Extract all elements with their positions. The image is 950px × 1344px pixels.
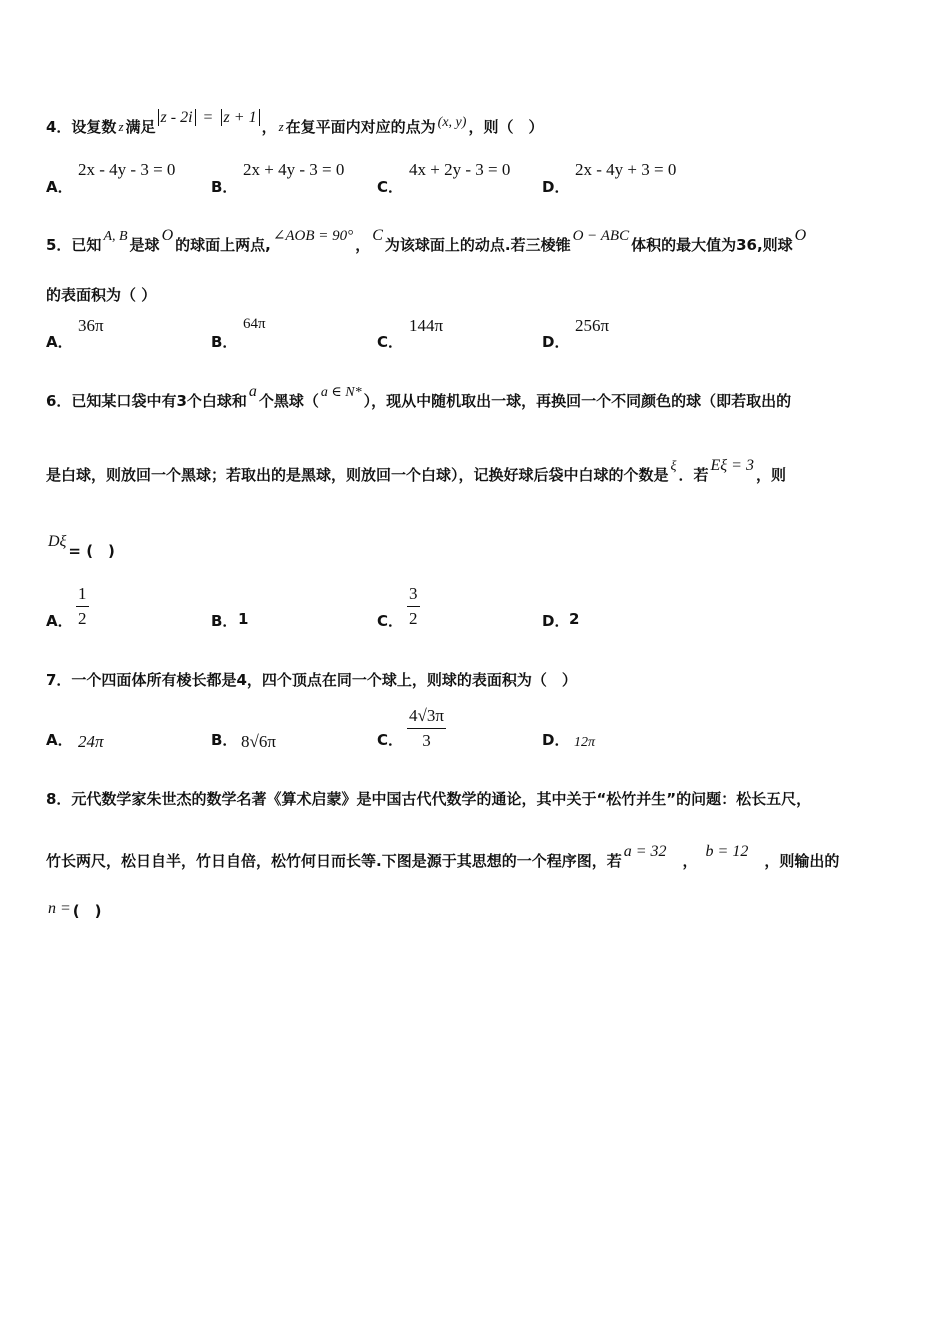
question-8-line2: 竹长两尺，松日自半，竹日自倍，松竹何日而长等.下图是源于其思想的一个程序图，若a = 32，b = 12，则输出的 xyxy=(46,843,840,870)
q4-option-d: 2x - 4y + 3 = 0 xyxy=(575,160,677,179)
math-abs-right: z + 1 xyxy=(221,109,260,126)
q7-option-a: 24π xyxy=(78,732,104,751)
math-abs-left: z - 2i xyxy=(158,109,196,126)
q5-option-b-label: B． xyxy=(211,333,238,351)
q5-option-c: 144π xyxy=(409,316,444,335)
q7-option-a-label: A． xyxy=(46,731,73,749)
q6-option-c-fraction: 3 2 xyxy=(409,584,418,628)
q4-option-b: 2x + 4y - 3 = 0 xyxy=(243,160,345,179)
q6-option-d: 2 xyxy=(569,610,580,628)
question-6-line3: Dξ= ( ) xyxy=(48,533,115,560)
math-exi: Eξ = 3 xyxy=(710,457,754,474)
question-6-stem: 6．已知某口袋中有3个白球和a个黑球（ a ∈ N* ），现从中随机取出一球，再换回一个不同颜色的球（即若取出的 xyxy=(46,383,792,410)
question-6-line2: 是白球，则放回一个黑球；若取出的是黑球，则放回一个白球），记换好球后袋中白球的个数是 ξ ．若Eξ = 3，则 xyxy=(46,457,786,484)
q4-option-c: 4x + 2y - 3 = 0 xyxy=(409,160,511,179)
q6-option-d-label: D． xyxy=(542,612,570,630)
q5-option-a-label: A． xyxy=(46,333,73,351)
math-z2: z xyxy=(278,119,284,134)
q7-option-d-label: D． xyxy=(542,731,570,749)
math-angle: ∠AOB = 90° xyxy=(272,228,354,244)
math-a-in-n: a ∈ N* xyxy=(320,385,362,400)
q7-option-c-label: C． xyxy=(377,731,404,749)
question-7-stem: 7．一个四面体所有棱长都是4，四个顶点在同一个球上，则球的表面积为（ ） xyxy=(46,671,577,689)
math-ab: A, B xyxy=(103,229,128,244)
math-dxi: Dξ xyxy=(48,533,67,550)
math-o: O xyxy=(161,227,174,244)
q4-option-a: 2x - 4y - 3 = 0 xyxy=(78,160,176,179)
q5-option-b: 64π xyxy=(243,316,266,332)
q4-option-c-label: C． xyxy=(377,178,404,196)
q4-option-d-label: D． xyxy=(542,178,570,196)
q7-option-b: 8√6π xyxy=(241,732,276,751)
math-xi: ξ xyxy=(670,459,677,474)
q7-option-d: 12π xyxy=(574,735,596,750)
math-tetra: O − ABC xyxy=(572,228,630,244)
math-point: (x, y) xyxy=(437,115,467,130)
q6-option-a-label: A． xyxy=(46,612,73,630)
q6-option-b-label: B． xyxy=(211,612,238,630)
q5-option-a: 36π xyxy=(78,316,104,335)
q6-option-c-label: C． xyxy=(377,612,404,630)
math-n: n = xyxy=(48,900,71,917)
math-a-32: a = 32 xyxy=(623,843,667,860)
q5-option-d: 256π xyxy=(575,316,610,335)
q6-option-b: 1 xyxy=(238,610,249,628)
question-8-line1: 8．元代数学家朱世杰的数学名著《算术启蒙》是中国古代代数学的通论，其中关于“松竹并生”的问题：松长五尺， xyxy=(46,790,812,808)
q7-option-b-label: B． xyxy=(211,731,238,749)
question-5-stem: 5．已知 A, B 是球O的球面上两点, ∠AOB = 90° ，C为该球面上的动点.若三棱锥 O − ABC 体积的最大值为36,则球O xyxy=(46,227,807,254)
math-o2: O xyxy=(794,227,807,244)
question-4-stem: 4．设复数 z 满足z - 2i = z + 1， z 在复平面内对应的点为 (x, y) ，则（ ） xyxy=(46,109,544,136)
q5-option-c-label: C． xyxy=(377,333,404,351)
q4-option-a-label: A． xyxy=(46,178,73,196)
q6-option-a-fraction: 1 2 xyxy=(78,584,87,628)
q5-option-d-label: D． xyxy=(542,333,570,351)
question-5-line2: 的表面积为（ ） xyxy=(46,286,157,304)
math-c: C xyxy=(372,227,383,244)
math-b-12: b = 12 xyxy=(705,843,749,860)
q4-option-b-label: B． xyxy=(211,178,238,196)
math-z: z xyxy=(118,119,124,134)
q7-option-c-fraction: 4√3π 3 xyxy=(409,706,444,750)
question-8-line3: n = ( ) xyxy=(48,900,102,920)
math-a: a xyxy=(248,383,257,400)
